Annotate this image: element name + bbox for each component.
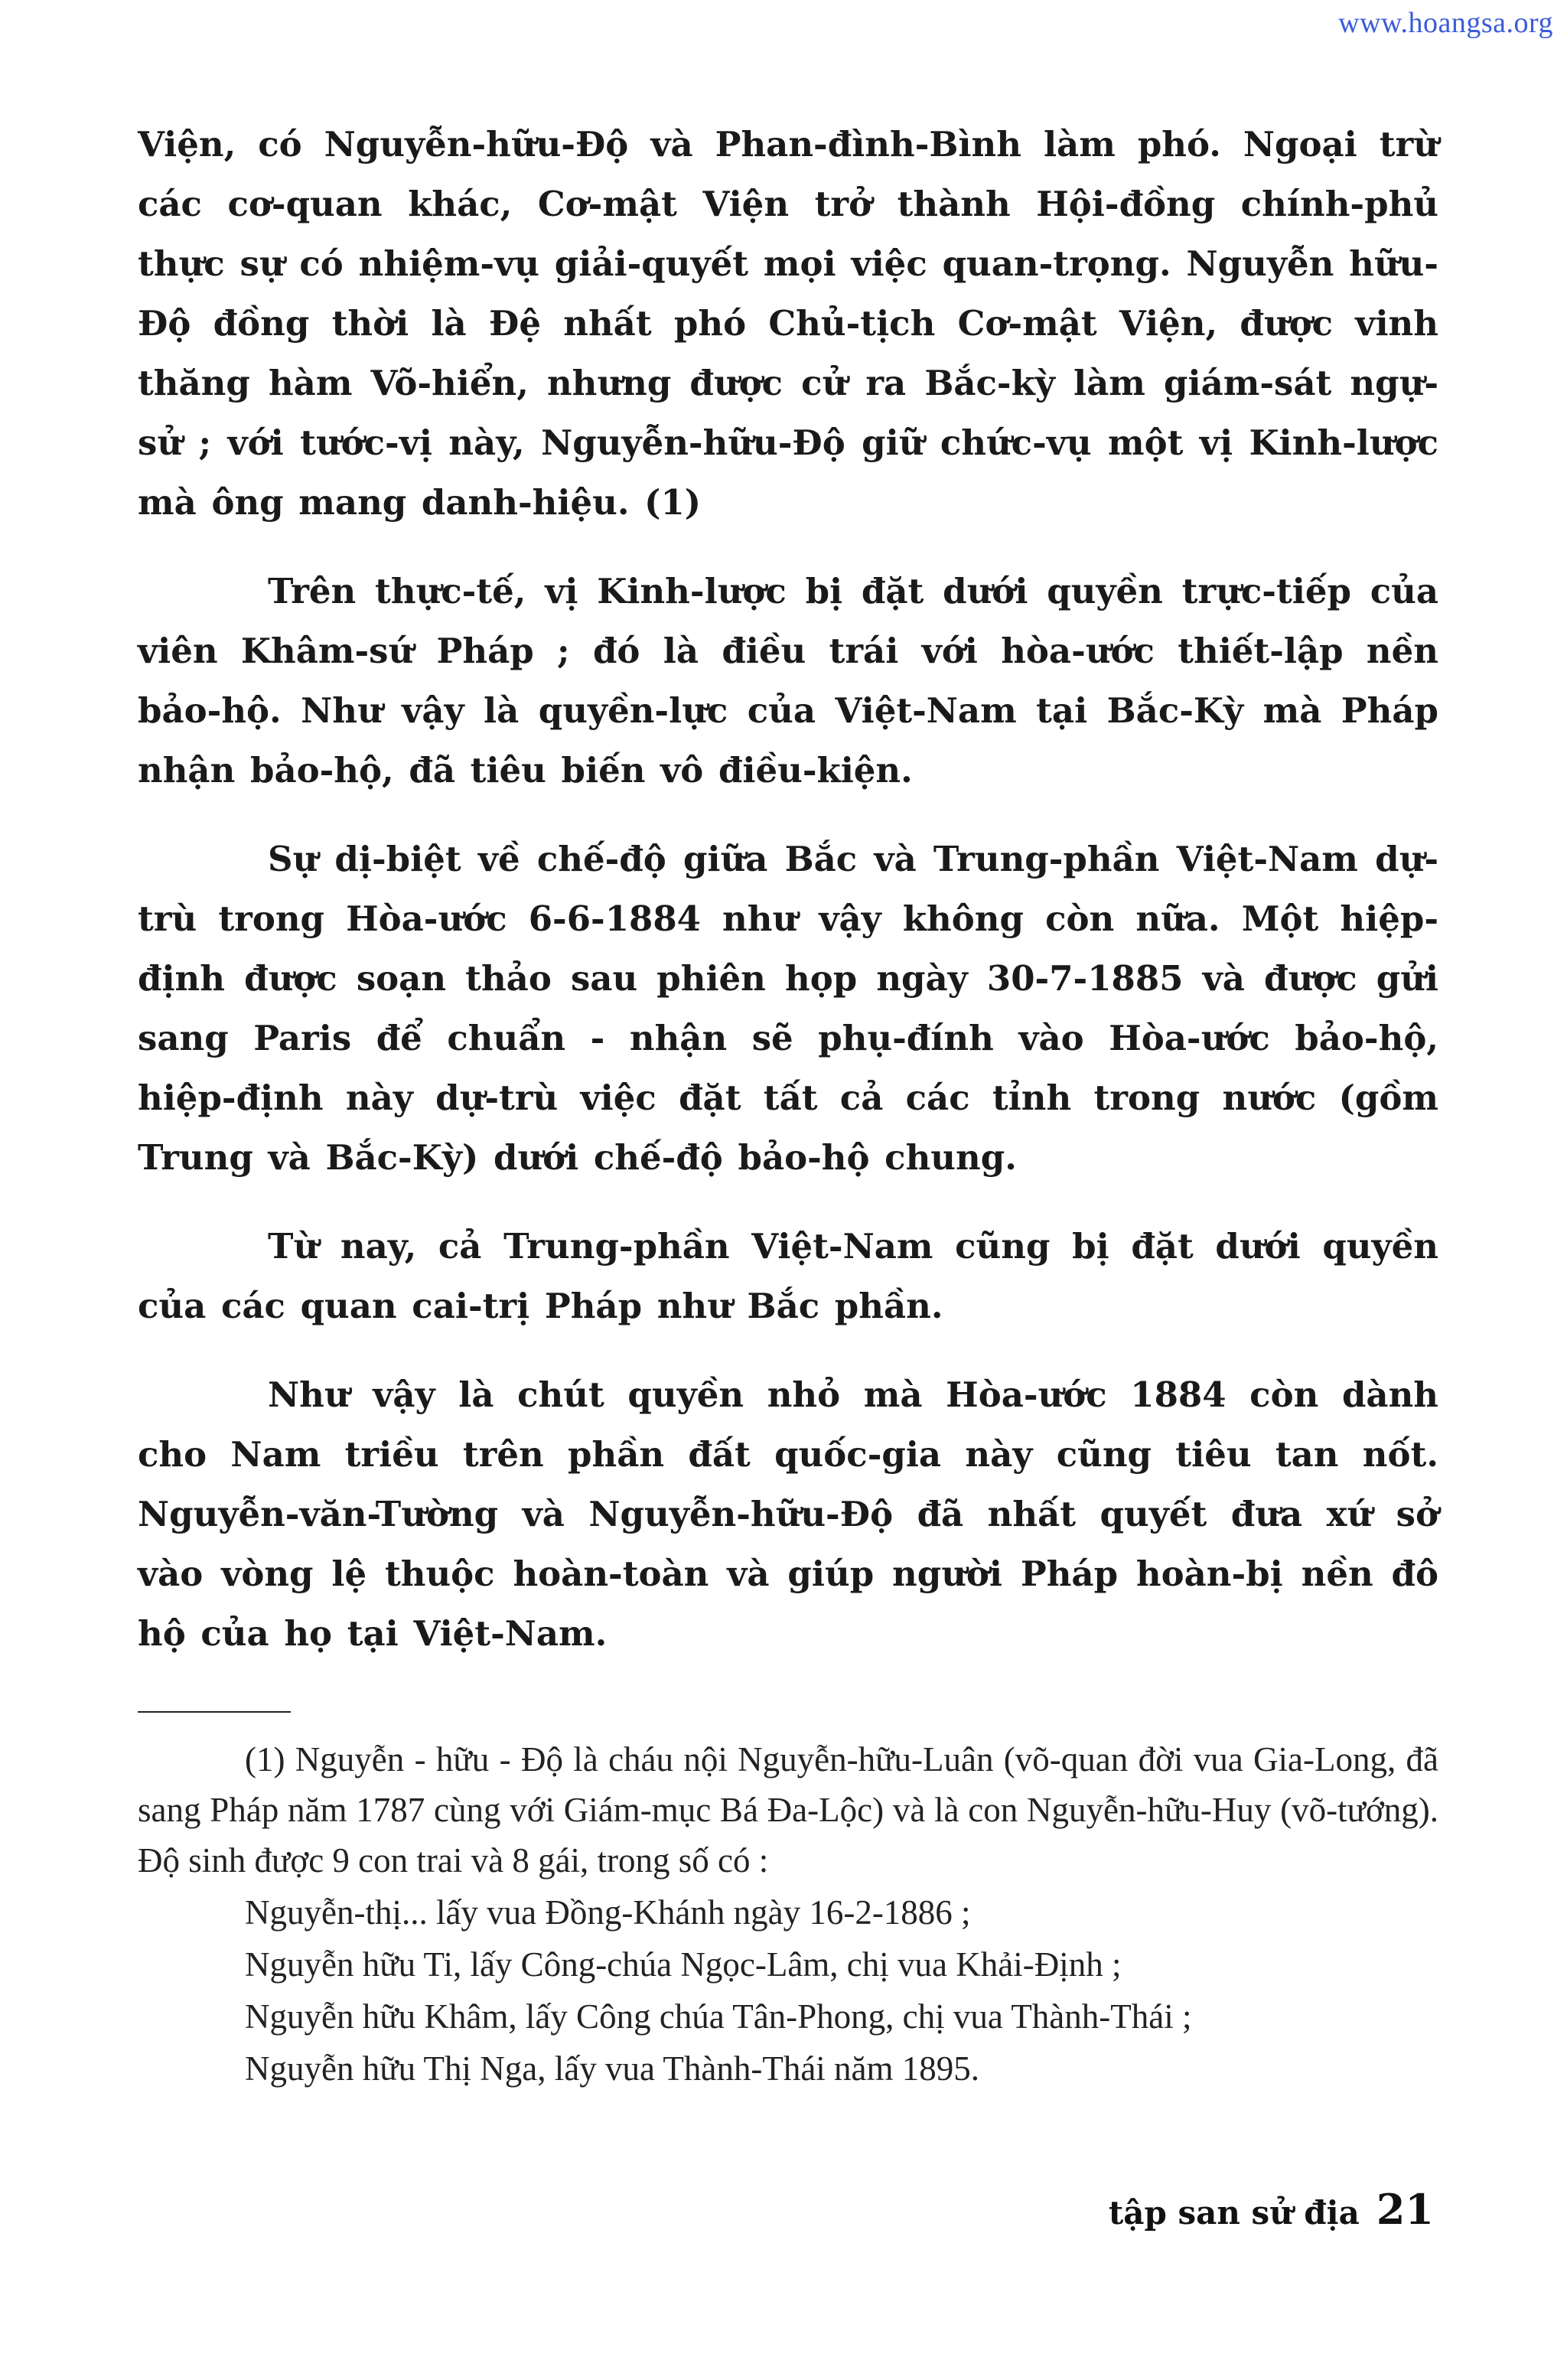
paragraph-1: Viện, có Nguyễn-hữu-Độ và Phan-đình-Bình làm phó. Ngoại trừ các cơ-quan khác, Cơ-mật Viện trở thành Hội-đồng chính-phủ thực sự có nhiệm-vụ giải-quyết mọi việc quan-trọng. Nguyễn hữu-Độ đồng thời là Đệ nhất phó Chủ-tịch Cơ-mật Viện, được vinh thăng hàm Võ-hiển, nhưng được cử ra Bắc-kỳ làm giám-sát ngự-sử ; với tước-vị này, Nguyễn-hữu-Độ giữ chức-vụ một vị Kinh-lược mà ông mang danh-hiệu. (1) [138, 124, 1438, 523]
footnote-main: (1) Nguyễn - hữu - Độ là cháu nội Nguyễn-hữu-Luân (võ-quan đời vua Gia-Long, đã sang Pháp năm 1787 cùng với Giám-mục Bá Đa-Lộc) và là con Nguyễn-hữu-Huy (võ-tướng). Độ sinh được 9 con trai và 8 gái, trong số có : [138, 1740, 1438, 1880]
footnote-child-1: Nguyễn-thị... lấy vua Đồng-Khánh ngày 16-2-1886 ; [245, 1893, 971, 1932]
paragraph-2: Trên thực-tế, vị Kinh-lược bị đặt dưới quyền trực-tiếp của viên Khâm-sứ Pháp ; đó là điều trái với hòa-ước thiết-lập nền bảo-hộ. Như vậy là quyền-lực của Việt-Nam tại Bắc-Kỳ mà Pháp nhận bảo-hộ, đã tiêu biến vô điều-kiện. [138, 571, 1438, 791]
journal-name: tập san sử địa [1108, 2194, 1360, 2232]
page-content [138, 115, 1438, 2094]
watermark-url: www.hoangsa.org [1338, 7, 1553, 39]
paragraph-3: Sự dị-biệt về chế-độ giữa Bắc và Trung-phần Việt-Nam dự-trù trong Hòa-ước 6-6-1884 như vậy không còn nữa. Một hiệp-định được soạn thảo sau phiên họp ngày 30-7-1885 và được gửi sang Paris để chuẩn - nhận sẽ phụ-đính vào Hòa-ước bảo-hộ, hiệp-định này dự-trù việc đặt tất cả các tỉnh trong nước (gồm Trung và Bắc-Kỳ) dưới chế-độ bảo-hộ chung. [138, 839, 1438, 1178]
page-footer [1109, 2185, 1434, 2234]
footnote-child-2: Nguyễn hữu Ti, lấy Công-chúa Ngọc-Lâm, chị vua Khải-Định ; [245, 1945, 1122, 1984]
page-number: 21 [1376, 2185, 1434, 2234]
paragraph-5: Như vậy là chút quyền nhỏ mà Hòa-ước 1884 còn dành cho Nam triều trên phần đất quốc-gia này cũng tiêu tan nốt. Nguyễn-văn-Tường và Nguyễn-hữu-Độ đã nhất quyết đưa xứ sở vào vòng lệ thuộc hoàn-toàn và giúp người Pháp hoàn-bị nền đô hộ của họ tại Việt-Nam. [138, 1374, 1438, 1654]
footnote-child-3: Nguyễn hữu Khâm, lấy Công chúa Tân-Phong, chị vua Thành-Thái ; [245, 1997, 1192, 2036]
footnote-child-4: Nguyễn hữu Thị Nga, lấy vua Thành-Thái năm 1895. [245, 2049, 980, 2088]
paragraph-4: Từ nay, cả Trung-phần Việt-Nam cũng bị đặt dưới quyền của các quan cai-trị Pháp như Bắc phần. [138, 1226, 1438, 1326]
footnote-divider [138, 1711, 291, 1713]
